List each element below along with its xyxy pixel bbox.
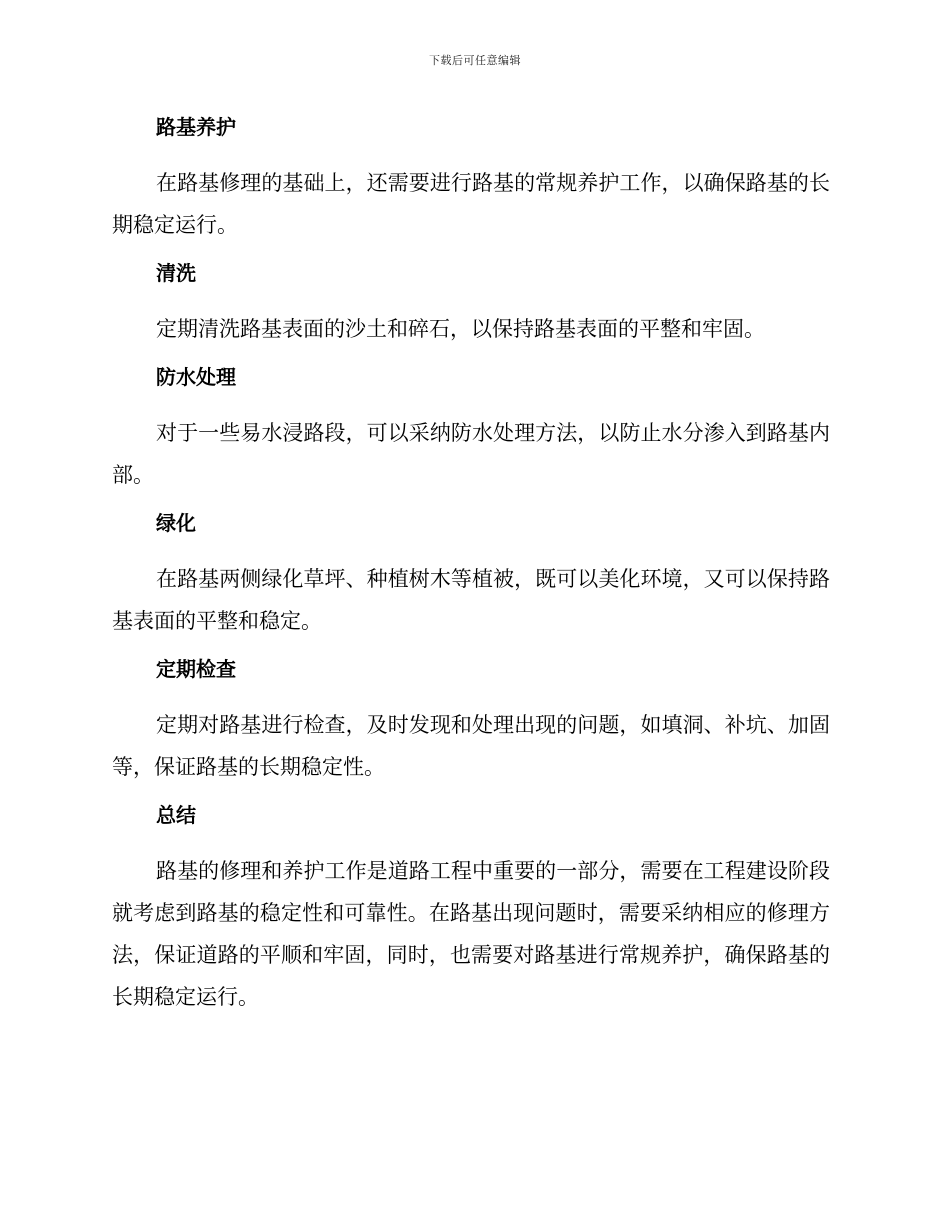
section-summary: [112, 800, 830, 1018]
section-heading: 清洗: [156, 261, 196, 285]
section-paragraph: 对于一些易水浸路段，可以采纳防水处理方法，以防止水分渗入到路基内部。: [112, 421, 830, 487]
section-heading: 防水处理: [156, 365, 236, 389]
page-header-note: 下载后可任意编辑: [429, 54, 521, 67]
section-regular-inspection: [112, 654, 830, 788]
section-road-maintenance: [112, 112, 830, 246]
section-waterproofing: [112, 362, 830, 496]
section-heading: 总结: [156, 803, 196, 827]
section-paragraph: 在路基两侧绿化草坪、种植树木等植被，既可以美化环境，又可以保持路基表面的平整和稳定。: [112, 567, 830, 633]
section-paragraph: 定期对路基进行检查，及时发现和处理出现的问题，如填洞、补坑、加固等，保证路基的长期稳定性。: [112, 713, 830, 779]
section-heading: 定期检查: [156, 657, 236, 681]
section-paragraph: 定期清洗路基表面的沙土和碎石，以保持路基表面的平整和牢固。: [156, 317, 765, 341]
section-greening: [112, 508, 830, 642]
document-body: [112, 112, 830, 1030]
section-heading: 绿化: [156, 511, 196, 535]
section-heading: 路基养护: [156, 115, 236, 139]
section-paragraph: 在路基修理的基础上，还需要进行路基的常规养护工作，以确保路基的长期稳定运行。: [112, 171, 830, 237]
section-paragraph: 路基的修理和养护工作是道路工程中重要的一部分，需要在工程建设阶段就考虑到路基的稳定性和可靠性。在路基出现问题时，需要采纳相应的修理方法，保证道路的平顺和牢固，同时，也需要对路基进行常规养护，确保路基的长期稳定运行。: [112, 859, 830, 1009]
section-cleaning: [112, 258, 830, 350]
